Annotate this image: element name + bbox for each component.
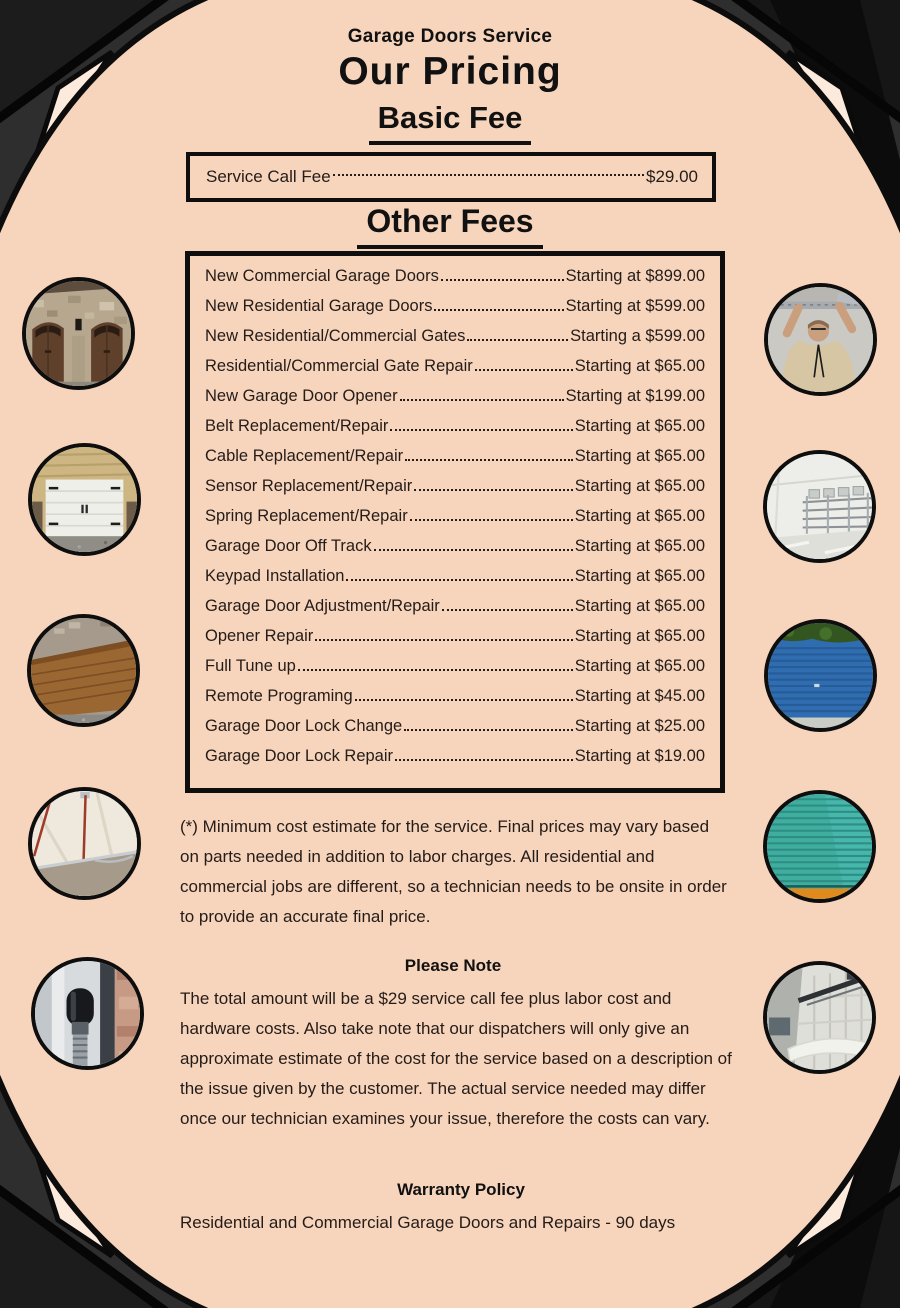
other-fees-box: [185, 251, 725, 793]
dotted-leader: [475, 369, 573, 371]
fee-price: Starting at $65.00: [574, 597, 705, 615]
fee-row: [205, 567, 705, 597]
dotted-leader: [441, 279, 564, 281]
fee-price: Starting at $599.00: [565, 297, 705, 315]
basic-fee-heading-text: Basic Fee: [369, 100, 532, 145]
fee-price: Starting at $65.00: [574, 657, 705, 675]
fee-name: Garage Door Lock Repair: [205, 747, 394, 765]
fee-name: Cable Replacement/Repair: [205, 447, 404, 465]
dotted-leader: [405, 459, 573, 461]
dotted-leader: [298, 669, 573, 671]
fee-price: Starting at $65.00: [574, 507, 705, 525]
fee-row: [205, 417, 705, 447]
dotted-leader: [346, 579, 572, 581]
dotted-leader: [414, 489, 572, 491]
fee-price: Starting at $65.00: [574, 447, 705, 465]
fee-row: [205, 477, 705, 507]
fee-name: Sensor Replacement/Repair: [205, 477, 413, 495]
warranty-body: Residential and Commercial Garage Doors and Repairs - 90 days: [180, 1213, 676, 1232]
fee-row: [205, 297, 705, 327]
fee-price: Starting at $19.00: [574, 747, 705, 765]
dotted-leader: [374, 549, 573, 551]
fee-price: Starting at $65.00: [574, 567, 705, 585]
dotted-leader: [395, 759, 573, 761]
fee-price: Starting at $899.00: [565, 267, 705, 285]
other-fees-heading-text: Other Fees: [357, 203, 542, 249]
photo-door-interior-panels: [28, 787, 141, 900]
photo-stone-carriage-doors: [22, 277, 135, 390]
fee-name: Service Call Fee: [206, 167, 331, 186]
fee-row: [205, 447, 705, 477]
fee-name: Spring Replacement/Repair: [205, 507, 408, 525]
fee-row: [205, 357, 705, 387]
photo-opener-motor-closeup: [31, 957, 144, 1070]
please-note-body: The total amount will be a $29 service call fee plus labor cost and hardware costs. Also take note that our dispatchers will only give an approximate estimate of the cost for the service based on a description of the issue given by the customer. The actual service needed may differ once our technician examines your issue, therefore the costs can vary.: [180, 989, 732, 1128]
fee-price: Starting at $65.00: [574, 357, 705, 375]
fee-row: [205, 537, 705, 567]
fee-name: Garage Door Adjustment/Repair: [205, 597, 440, 615]
fee-name: New Residential/Commercial Gates: [205, 327, 466, 345]
fee-row: [205, 627, 705, 657]
photo-wood-garage-door: [27, 614, 140, 727]
photo-blue-roller-door: [764, 619, 877, 732]
dotted-leader: [315, 639, 573, 641]
fee-row: [205, 387, 705, 417]
fee-price: Starting at $65.00: [574, 537, 705, 555]
fee-name: New Commercial Garage Doors: [205, 267, 439, 285]
dotted-leader: [390, 429, 572, 431]
dotted-leader: [467, 339, 568, 341]
fee-name: Belt Replacement/Repair: [205, 417, 389, 435]
photo-teal-roller-shutter: [763, 790, 876, 903]
warranty-heading: Warranty Policy: [397, 1180, 525, 1199]
brand-title: Garage Doors Service: [347, 26, 553, 47]
fee-price: $29.00: [646, 167, 698, 186]
fee-name: Full Tune up: [205, 657, 296, 675]
fee-name: Keypad Installation: [205, 567, 345, 585]
fee-name: Opener Repair: [205, 627, 314, 645]
dotted-leader: [442, 609, 573, 611]
dotted-leader: [355, 699, 573, 701]
fee-row: [205, 327, 705, 357]
photo-technician-installing-opener: [764, 283, 877, 396]
fee-row: [205, 507, 705, 537]
fee-name: Residential/Commercial Gate Repair: [205, 357, 473, 375]
fee-row: [205, 717, 705, 747]
fee-row: [205, 267, 705, 297]
fee-price: Starting at $65.00: [574, 477, 705, 495]
fee-price: Starting at $65.00: [574, 627, 705, 645]
fee-name: Garage Door Off Track: [205, 537, 372, 555]
fee-name: New Residential Garage Doors: [205, 297, 433, 315]
fee-price: Starting at $199.00: [565, 387, 705, 405]
disclaimer-text: (*) Minimum cost estimate for the service. Final prices may vary based on parts needed in addition to labor charges. All residential and commercial jobs are different, so a technician needs to be onsite in order to provide an accurate final price.: [180, 817, 727, 926]
basic-fee-box: [186, 152, 716, 202]
fee-row: [205, 657, 705, 687]
fee-price: Starting at $45.00: [574, 687, 705, 705]
photo-commercial-garage-interior: [763, 450, 876, 563]
dotted-leader: [410, 519, 573, 521]
fee-row: [205, 597, 705, 627]
fee-name: Garage Door Lock Change: [205, 717, 403, 735]
dotted-leader: [400, 399, 564, 401]
basic-fee-heading: [0, 100, 900, 145]
page-title: Our Pricing: [338, 50, 562, 93]
fee-price: Starting a $599.00: [570, 327, 705, 345]
please-note-heading: Please Note: [404, 956, 502, 975]
dotted-leader: [434, 309, 563, 311]
fee-row: [205, 687, 705, 717]
other-fees-heading: [0, 203, 900, 249]
dotted-leader: [404, 729, 573, 731]
fee-price: Starting at $65.00: [574, 417, 705, 435]
fee-price: Starting at $25.00: [574, 717, 705, 735]
fee-name: New Garage Door Opener: [205, 387, 398, 405]
fee-name: Remote Programing: [205, 687, 353, 705]
fee-row: [205, 747, 705, 777]
photo-garage-opener-rail-interior: [763, 961, 876, 1074]
photo-white-garage-door: [28, 443, 141, 556]
dotted-leader: [333, 174, 644, 176]
